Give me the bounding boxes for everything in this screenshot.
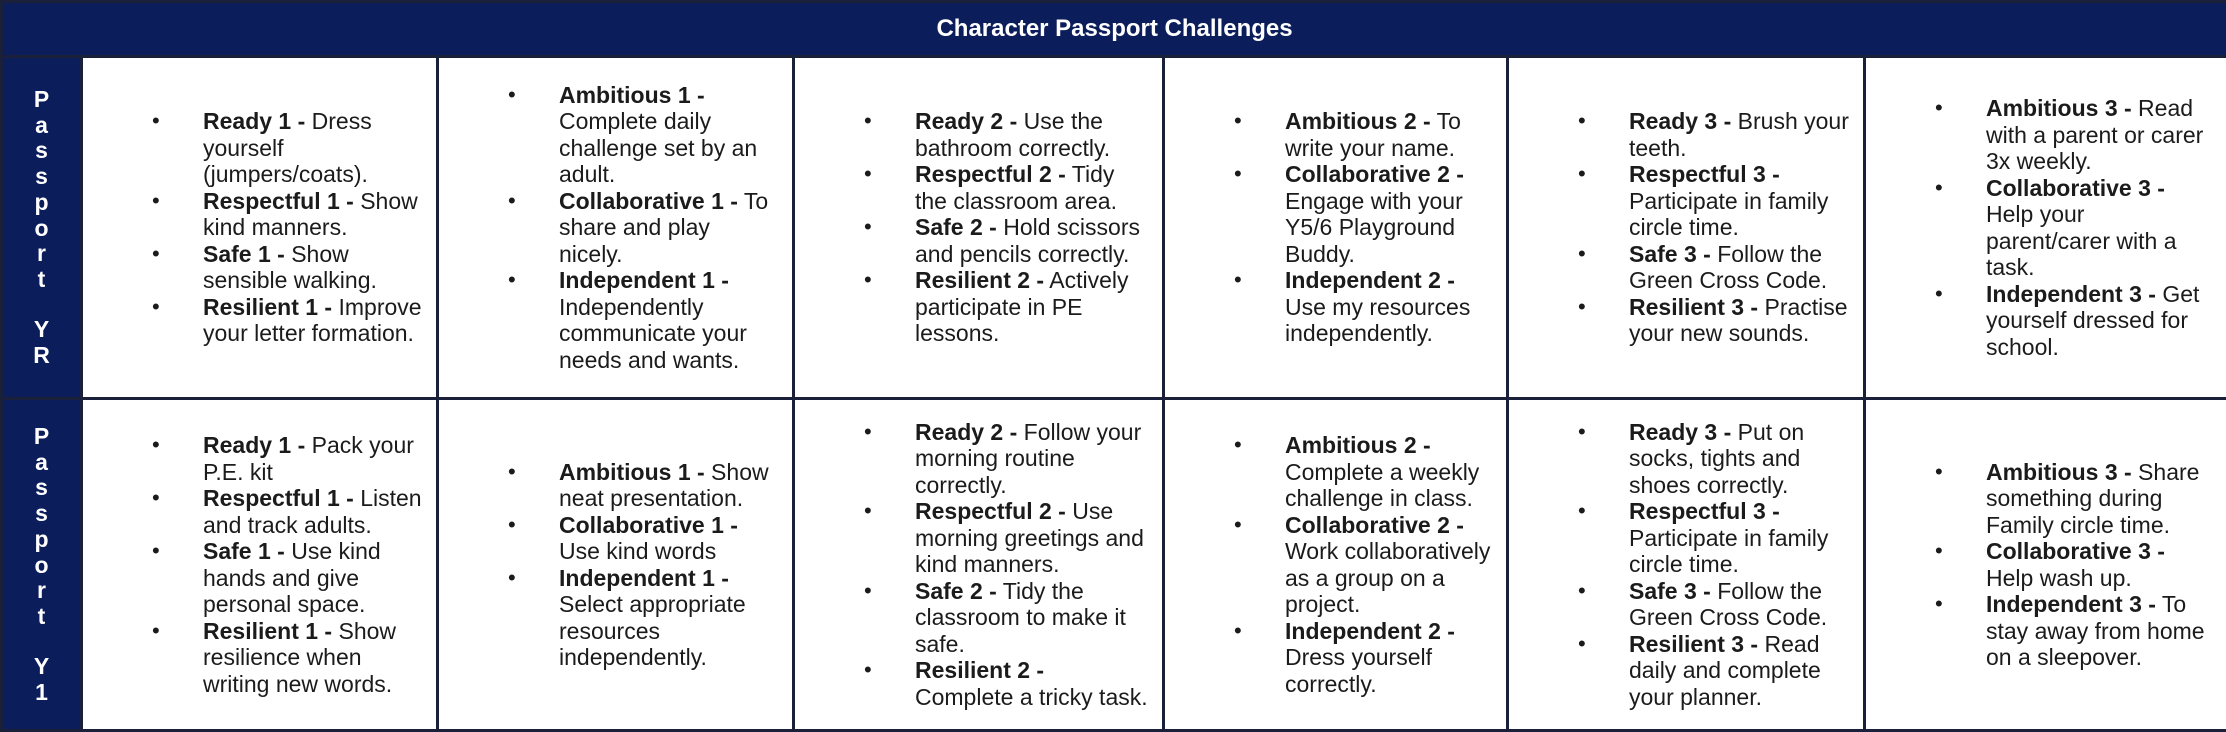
challenge-text: Dress yourself correctly. bbox=[1285, 644, 1432, 697]
challenge-text: Work collaboratively as a group on a project. bbox=[1285, 538, 1490, 617]
challenge-text: Engage with your Y5/6 Playground Buddy. bbox=[1285, 188, 1463, 267]
challenge-item bbox=[1629, 294, 1849, 347]
row-label-char: p bbox=[3, 527, 80, 553]
challenge-item bbox=[203, 241, 422, 294]
challenge-item bbox=[1986, 591, 2212, 671]
challenge-name: Respectful 2 - bbox=[915, 498, 1066, 524]
challenge-item bbox=[1629, 498, 1849, 578]
challenge-name: Independent 1 - bbox=[559, 565, 729, 591]
challenge-text: Show kind manners. bbox=[203, 188, 418, 241]
challenge-name: Ready 1 - bbox=[203, 108, 305, 134]
challenge-name: Independent 1 - bbox=[559, 267, 729, 293]
challenge-item bbox=[203, 294, 422, 347]
challenge-name: Independent 3 - bbox=[1986, 591, 2156, 617]
challenge-name: Safe 2 - bbox=[915, 578, 997, 604]
challenge-name: Resilient 2 - bbox=[915, 657, 1044, 683]
challenge-item bbox=[915, 419, 1148, 499]
challenge-item bbox=[559, 267, 778, 373]
challenge-name: Collaborative 2 - bbox=[1285, 512, 1464, 538]
challenge-list bbox=[1509, 108, 1863, 347]
challenge-text: Read with a parent or carer 3x weekly. bbox=[1986, 95, 2203, 174]
challenge-list bbox=[83, 432, 436, 697]
row-label-char: s bbox=[3, 501, 80, 527]
challenge-text: Pack your P.E. kit bbox=[203, 432, 414, 485]
row-label-char: s bbox=[3, 138, 80, 164]
challenge-name: Safe 3 - bbox=[1629, 578, 1711, 604]
challenge-name: Respectful 3 - bbox=[1629, 498, 1780, 524]
row-label-char: Y bbox=[3, 654, 80, 680]
challenge-list bbox=[1165, 108, 1506, 347]
challenge-name: Ready 1 - bbox=[203, 432, 305, 458]
challenge-name: Safe 1 - bbox=[203, 241, 285, 267]
challenge-text: Put on socks, tights and shoes correctly. bbox=[1629, 419, 1804, 498]
challenge-text: Help wash up. bbox=[1986, 565, 2132, 591]
challenge-item bbox=[1986, 281, 2212, 361]
challenge-list bbox=[83, 108, 436, 347]
challenge-list bbox=[795, 419, 1162, 711]
challenge-item bbox=[1629, 419, 1849, 499]
header-row bbox=[2, 2, 2226, 57]
table-row bbox=[2, 399, 2226, 731]
challenge-text: Show sensible walking. bbox=[203, 241, 377, 294]
challenge-text: Use kind hands and give personal space. bbox=[203, 538, 381, 617]
challenge-text: Use kind words bbox=[559, 538, 716, 564]
challenge-name: Collaborative 2 - bbox=[1285, 161, 1464, 187]
row-label-char: r bbox=[3, 578, 80, 604]
challenge-text: Use morning greetings and kind manners. bbox=[915, 498, 1144, 577]
challenge-item bbox=[1629, 631, 1849, 711]
row-label bbox=[2, 399, 82, 731]
challenge-name: Ambitious 3 - bbox=[1986, 95, 2132, 121]
challenge-cell bbox=[1865, 57, 2226, 399]
challenge-text: Hold scissors and pencils correctly. bbox=[915, 214, 1140, 267]
challenge-name: Resilient 1 - bbox=[203, 294, 332, 320]
challenge-name: Ambitious 3 - bbox=[1986, 459, 2132, 485]
challenge-text: Use the bathroom correctly. bbox=[915, 108, 1110, 161]
challenge-name: Ambitious 2 - bbox=[1285, 108, 1431, 134]
challenge-cell bbox=[82, 399, 438, 731]
challenge-item bbox=[203, 432, 422, 485]
challenge-name: Ready 3 - bbox=[1629, 108, 1731, 134]
challenge-text: Tidy the classroom to make it safe. bbox=[915, 578, 1126, 657]
row-label-char: a bbox=[3, 113, 80, 139]
challenge-cell bbox=[794, 399, 1164, 731]
challenge-name: Resilient 2 - bbox=[915, 267, 1044, 293]
challenge-name: Respectful 1 - bbox=[203, 188, 354, 214]
challenge-item bbox=[1986, 459, 2212, 539]
challenge-item bbox=[203, 538, 422, 618]
challenge-item bbox=[559, 188, 778, 268]
challenge-list bbox=[1866, 459, 2226, 671]
challenge-text: Show neat presentation. bbox=[559, 459, 769, 512]
challenge-item bbox=[1629, 161, 1849, 241]
challenge-list bbox=[795, 108, 1162, 347]
challenge-item bbox=[915, 161, 1148, 214]
challenge-item bbox=[1285, 512, 1492, 618]
challenge-text: Improve your letter formation. bbox=[203, 294, 422, 347]
row-label-char: t bbox=[3, 267, 80, 293]
challenge-item bbox=[559, 82, 778, 188]
challenge-text: Independently communicate your needs and wants. bbox=[559, 294, 747, 373]
challenge-text: Complete a weekly challenge in class. bbox=[1285, 459, 1479, 512]
challenge-item bbox=[915, 267, 1148, 347]
row-label-char: s bbox=[3, 164, 80, 190]
challenge-text: Use my resources independently. bbox=[1285, 294, 1470, 347]
challenge-name: Ready 2 - bbox=[915, 419, 1017, 445]
challenge-cell bbox=[438, 399, 794, 731]
challenge-name: Ambitious 1 - bbox=[559, 459, 705, 485]
challenge-name: Collaborative 3 - bbox=[1986, 175, 2165, 201]
challenge-text: Complete daily challenge set by an adult. bbox=[559, 108, 757, 187]
challenge-text: Follow the Green Cross Code. bbox=[1629, 578, 1827, 631]
row-label-char: r bbox=[3, 241, 80, 267]
challenge-name: Collaborative 1 - bbox=[559, 512, 738, 538]
challenge-name: Safe 2 - bbox=[915, 214, 997, 240]
challenge-text: To share and play nicely. bbox=[559, 188, 768, 267]
challenge-name: Resilient 1 - bbox=[203, 618, 332, 644]
challenge-text: Tidy the classroom area. bbox=[915, 161, 1117, 214]
challenge-text: Brush your teeth. bbox=[1629, 108, 1849, 161]
challenge-item bbox=[203, 108, 422, 188]
challenge-text: Read daily and complete your planner. bbox=[1629, 631, 1821, 710]
challenge-item bbox=[559, 565, 778, 671]
challenge-item bbox=[1285, 108, 1492, 161]
challenge-name: Respectful 1 - bbox=[203, 485, 354, 511]
challenge-item bbox=[915, 214, 1148, 267]
challenge-list bbox=[1165, 432, 1506, 697]
row-label-char: o bbox=[3, 216, 80, 242]
row-label-char: a bbox=[3, 450, 80, 476]
challenge-list bbox=[439, 459, 792, 671]
challenge-item bbox=[1986, 95, 2212, 175]
challenge-cell bbox=[1508, 57, 1865, 399]
challenge-cell bbox=[1865, 399, 2226, 731]
challenge-item bbox=[915, 578, 1148, 658]
challenge-name: Respectful 3 - bbox=[1629, 161, 1780, 187]
challenge-item bbox=[203, 618, 422, 698]
challenge-name: Collaborative 1 - bbox=[559, 188, 738, 214]
challenge-item bbox=[203, 188, 422, 241]
challenge-text: Show resilience when writing new words. bbox=[203, 618, 396, 697]
challenge-name: Resilient 3 - bbox=[1629, 631, 1758, 657]
challenge-cell bbox=[438, 57, 794, 399]
challenge-text: Get yourself dressed for school. bbox=[1986, 281, 2199, 360]
challenge-text: To write your name. bbox=[1285, 108, 1461, 161]
label-gap bbox=[3, 630, 80, 654]
challenge-item bbox=[559, 512, 778, 565]
challenge-cell bbox=[1164, 57, 1508, 399]
row-label-char: R bbox=[3, 343, 80, 369]
challenge-item bbox=[1986, 538, 2212, 591]
table-title: Character Passport Challenges bbox=[2, 2, 2226, 57]
challenge-name: Ambitious 1 - bbox=[559, 82, 705, 108]
row-label-char: s bbox=[3, 475, 80, 501]
challenge-cell bbox=[82, 57, 438, 399]
challenge-text: Participate in family circle time. bbox=[1629, 525, 1828, 578]
challenge-text: Share something during Family circle time. bbox=[1986, 459, 2199, 538]
challenge-item bbox=[1629, 241, 1849, 294]
challenge-text: Practise your new sounds. bbox=[1629, 294, 1848, 347]
row-label-char: t bbox=[3, 604, 80, 630]
challenge-text: Complete a tricky task. bbox=[915, 684, 1148, 710]
challenge-text: Follow the Green Cross Code. bbox=[1629, 241, 1827, 294]
challenge-name: Safe 1 - bbox=[203, 538, 285, 564]
label-gap bbox=[3, 293, 80, 317]
challenge-item bbox=[1986, 175, 2212, 281]
challenge-text: Listen and track adults. bbox=[203, 485, 422, 538]
challenge-item bbox=[1629, 578, 1849, 631]
challenge-name: Resilient 3 - bbox=[1629, 294, 1758, 320]
row-label-char: o bbox=[3, 553, 80, 579]
row-label-char: p bbox=[3, 190, 80, 216]
challenge-item bbox=[1285, 432, 1492, 512]
challenge-name: Independent 2 - bbox=[1285, 267, 1455, 293]
challenge-text: Help your parent/carer with a task. bbox=[1986, 201, 2176, 280]
challenge-text: Actively participate in PE lessons. bbox=[915, 267, 1128, 346]
challenge-list bbox=[1866, 95, 2226, 360]
challenge-item bbox=[915, 657, 1148, 710]
row-label-char: P bbox=[3, 87, 80, 113]
challenge-name: Ambitious 2 - bbox=[1285, 432, 1431, 458]
challenge-item bbox=[203, 485, 422, 538]
challenge-text: Participate in family circle time. bbox=[1629, 188, 1828, 241]
challenge-text: Dress yourself (jumpers/coats). bbox=[203, 108, 372, 187]
challenge-list bbox=[1509, 419, 1863, 711]
challenge-text: To stay away from home on a sleepover. bbox=[1986, 591, 2205, 670]
challenge-cell bbox=[1508, 399, 1865, 731]
challenge-item bbox=[915, 108, 1148, 161]
challenge-item bbox=[1629, 108, 1849, 161]
challenge-item bbox=[1285, 161, 1492, 267]
row-label-char: P bbox=[3, 424, 80, 450]
row-label-char: Y bbox=[3, 317, 80, 343]
challenge-name: Independent 2 - bbox=[1285, 618, 1455, 644]
row-label-char: 1 bbox=[3, 680, 80, 706]
challenge-list bbox=[439, 82, 792, 374]
challenge-name: Collaborative 3 - bbox=[1986, 538, 2165, 564]
row-label bbox=[2, 57, 82, 399]
challenge-cell bbox=[794, 57, 1164, 399]
challenge-name: Ready 3 - bbox=[1629, 419, 1731, 445]
challenge-item bbox=[915, 498, 1148, 578]
challenge-name: Independent 3 - bbox=[1986, 281, 2156, 307]
challenge-name: Respectful 2 - bbox=[915, 161, 1066, 187]
challenge-item bbox=[1285, 618, 1492, 698]
challenge-cell bbox=[1164, 399, 1508, 731]
challenge-name: Safe 3 - bbox=[1629, 241, 1711, 267]
table-row bbox=[2, 57, 2226, 399]
challenge-item bbox=[1285, 267, 1492, 347]
challenge-name: Ready 2 - bbox=[915, 108, 1017, 134]
challenge-text: Select appropriate resources independently. bbox=[559, 591, 746, 670]
challenge-item bbox=[559, 459, 778, 512]
challenge-text: Follow your morning routine correctly. bbox=[915, 419, 1141, 498]
